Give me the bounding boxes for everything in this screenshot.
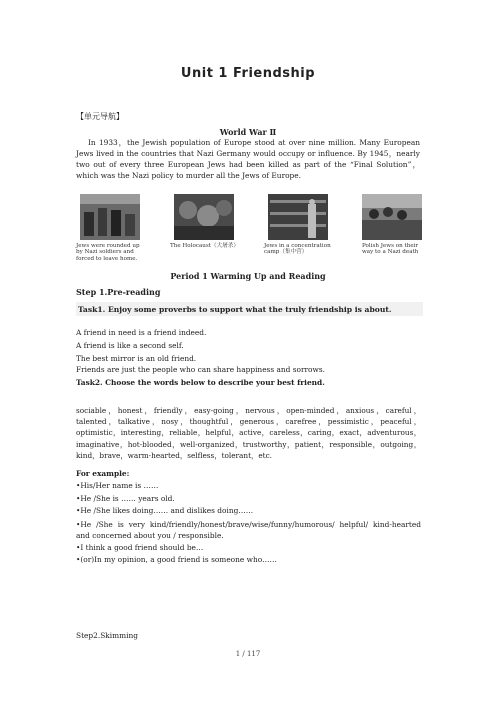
unit-navigation-label: 【单元导航】 (76, 112, 124, 121)
task2-heading: Task2. Choose the words below to describe your best friend. (76, 378, 325, 387)
task1-heading: Task1. Enjoy some proverbs to support what the truly friendship is about. (78, 305, 392, 314)
step1-heading: Step 1.Pre-reading (76, 287, 161, 297)
photo-caption-camp: Jews in a concentration camp（集中营） (264, 243, 331, 256)
example-item: •He /She is very kind/friendly/honest/brave/wise/funny/humorous/ helpful/ kind-hearted and concerned about you / responsible. (76, 520, 421, 540)
intro-paragraph: In 1933，the Jewish population of Europe stood at over nine million. Many European Jews lived in the countries that Nazi Germany would occupy or influence. By 1945，nearly two out of every three European Jews had been killed as part of the “Final Solution”，which was the Nazi policy to murder all the Jews of Europe. (76, 138, 420, 180)
adjective-word-list: sociable，honest，friendly，easy-going，nervous，open-minded，anxious，careful，talented，talkative，nosy，thoughtful，generous，carefree，pessimistic，peaceful，optimistic，interesting，reliable，helpful，active，careless，caring，exact，adventurous，imaginative，hot-blooded，well-organized，trustworthy，patient，responsible，outgoing，kind，brave，warm-hearted，selfless，tolerant，etc. (76, 406, 421, 460)
photo-concentration-camp (268, 194, 328, 240)
photo-holocaust (174, 194, 234, 240)
photo-strip (76, 194, 420, 262)
example-item: •His/Her name is …… (76, 481, 159, 490)
for-example-label: For example: (76, 469, 130, 478)
proverb-item: A friend in need is a friend indeed. (76, 328, 207, 337)
step2-heading: Step2.Skimming (76, 631, 138, 640)
world-war-heading: World War Ⅱ (219, 127, 277, 137)
photo-caption-roundup: Jews were rounded up by Nazi soldiers and forced to leave home. (76, 243, 140, 262)
photo-caption-holocaust: The Holocaust（大屠杀） (170, 243, 239, 249)
example-item: •(or)In my opinion, a good friend is someone who…… (76, 555, 277, 564)
example-item: •I think a good friend should be… (76, 543, 204, 552)
period-heading: Period 1 Warming Up and Reading (170, 271, 326, 281)
page-number: 1 / 117 (235, 650, 261, 658)
proverb-item: Friends are just the people who can share happiness and sorrows. (76, 365, 325, 374)
proverb-item: A friend is like a second self. (76, 341, 184, 350)
photo-caption-polish: Polish Jews on their way to a Nazi death (362, 243, 419, 256)
photo-polish-jews (362, 194, 422, 240)
photo-roundup (80, 194, 140, 240)
example-item: •He /She likes doing…… and dislikes doing…… (76, 506, 254, 515)
unit-title: Unit 1 Friendship (180, 66, 316, 81)
example-item: •He /She is …… years old. (76, 494, 175, 503)
proverb-item: The best mirror is an old friend. (76, 354, 197, 363)
